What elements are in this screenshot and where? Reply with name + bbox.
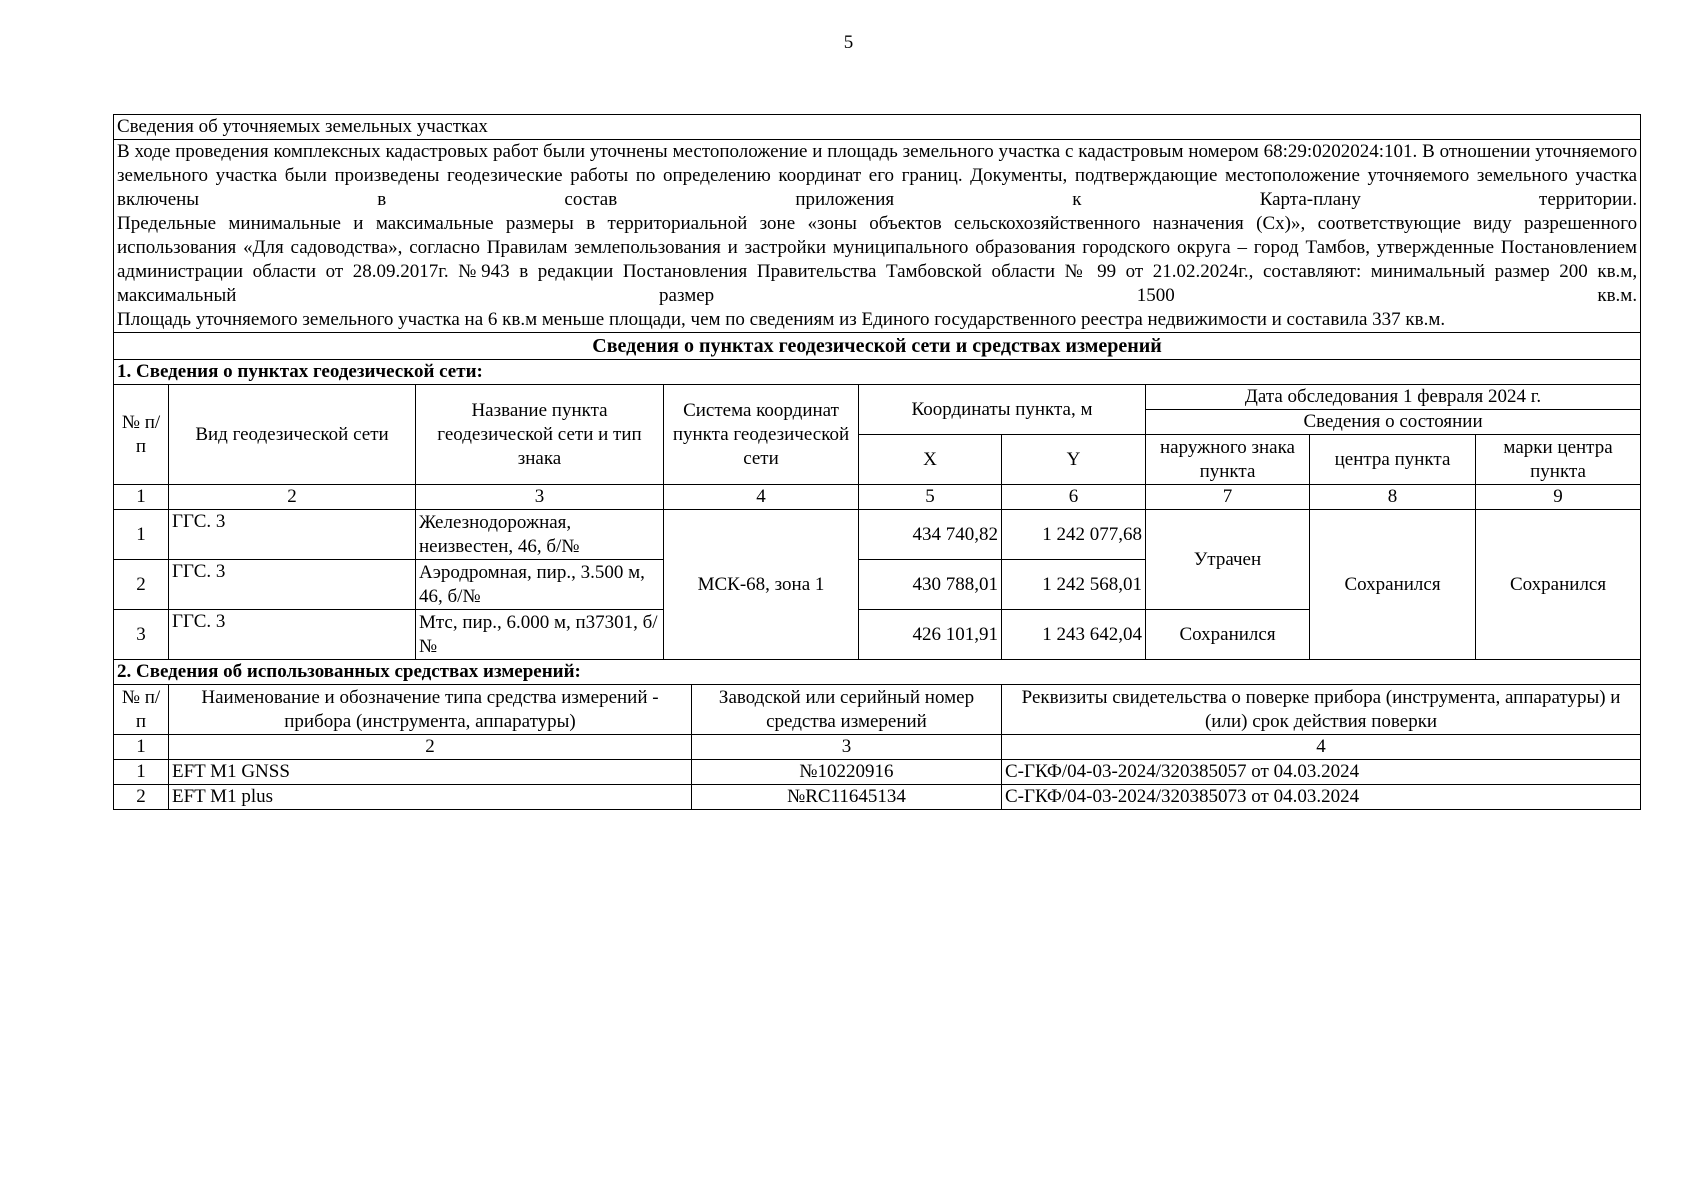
s2-colnum: 2: [169, 735, 692, 760]
s1-row-type: ГГС. 3: [169, 610, 416, 660]
s2-row-serial: №10220916: [692, 760, 1002, 785]
s1-system-value: МСК-68, зона 1: [664, 510, 859, 660]
s2-row-num: 2: [114, 785, 169, 810]
table-row: [114, 510, 1641, 560]
s1-row-x: 430 788,01: [859, 560, 1002, 610]
s2-row-cert: С-ГКФ/04-03-2024/320385057 от 04.03.2024: [1002, 760, 1641, 785]
s1-row-type: ГГС. 3: [169, 560, 416, 610]
s2-colnum: 3: [692, 735, 1002, 760]
s1-row-num: 3: [114, 610, 169, 660]
refined-section-body: [114, 140, 1641, 333]
s1-row-x: 426 101,91: [859, 610, 1002, 660]
s1-header-center-mark: марки центра пункта: [1476, 435, 1641, 485]
section1-title: 1. Сведения о пунктах геодезической сети:: [114, 360, 1641, 385]
s1-colnum: 6: [1002, 485, 1146, 510]
s1-colnum: 2: [169, 485, 416, 510]
s2-header-cert: Реквизиты свидетельства о поверке прибора (инструмента, аппаратуры) и (или) срок действия поверки: [1002, 685, 1641, 735]
s1-row-name: Железнодорожная, неизвестен, 46, б/№: [416, 510, 664, 560]
s1-row-y: 1 242 077,68: [1002, 510, 1146, 560]
s1-header-name: Название пункта геодезической сети и тип знака: [416, 385, 664, 485]
s1-header-system: Система координат пункта геодезической сети: [664, 385, 859, 485]
s1-center-value: Сохранился: [1310, 510, 1476, 660]
page-number: 5: [843, 32, 854, 53]
s2-header-name: Наименование и обозначение типа средства измерений - прибора (инструмента, аппаратуры): [169, 685, 692, 735]
refined-paragraph-1: В ходе проведения комплексных кадастровых работ были уточнены местоположение и площадь земельного участка с кадастровым номером 68:29:0202024:101. В отношении уточняемого земельного участка были произведены геодезические работы по определению координат его границ. Документы, подтверждающие местоположение уточняемого земельного участка включены в состав приложения к Карта-плану территории.: [117, 141, 1638, 210]
s1-row-num: 1: [114, 510, 169, 560]
s1-colnum: 4: [664, 485, 859, 510]
s2-colnum: 4: [1002, 735, 1641, 760]
s1-header-coords: Координаты пункта, м: [859, 385, 1146, 435]
s2-row-serial: №RC11645134: [692, 785, 1002, 810]
refined-paragraph-3: Площадь уточняемого земельного участка на 6 кв.м меньше площади, чем по сведениям из Единого государственного реестра недвижимости и составила 337 кв.м.: [117, 309, 1446, 330]
s1-header-x: X: [859, 435, 1002, 485]
s1-row-x: 434 740,82: [859, 510, 1002, 560]
s2-row-name: EFT M1 plus: [169, 785, 692, 810]
s1-colnum: 7: [1146, 485, 1310, 510]
s1-row-y: 1 243 642,04: [1002, 610, 1146, 660]
table-row: [114, 785, 1641, 810]
s1-outer-sign-merged: Утрачен: [1146, 510, 1310, 610]
s1-colnum: 8: [1310, 485, 1476, 510]
s1-row-name: Мтс, пир., 6.000 м, п37301, б/№: [416, 610, 664, 660]
s1-header-survey-date: Дата обследования 1 февраля 2024 г.: [1146, 385, 1641, 410]
s1-header-type: Вид геодезической сети: [169, 385, 416, 485]
document-table: [113, 114, 1641, 810]
s1-header-y: Y: [1002, 435, 1146, 485]
s1-colnum: 1: [114, 485, 169, 510]
s1-outer-sign-row3: Сохранился: [1146, 610, 1310, 660]
s1-header-num: № п/п: [114, 385, 169, 485]
s1-colnum: 3: [416, 485, 664, 510]
s1-row-num: 2: [114, 560, 169, 610]
geodetic-section-title: Сведения о пунктах геодезической сети и средствах измерений: [114, 333, 1641, 360]
s2-row-name: EFT M1 GNSS: [169, 760, 692, 785]
s2-colnum: 1: [114, 735, 169, 760]
s1-mark-value: Сохранился: [1476, 510, 1641, 660]
s1-row-name: Аэродромная, пир., 3.500 м, 46, б/№: [416, 560, 664, 610]
s1-header-outer-sign: наружного знака пункта: [1146, 435, 1310, 485]
refined-section-header: Сведения об уточняемых земельных участках: [114, 115, 1641, 140]
refined-paragraph-2: Предельные минимальные и максимальные размеры в территориальной зоне «зоны объектов сельскохозяйственного назначения (Сх)», соответствующие виду разрешенного использования «Для садоводства», согласно Правилам землепользования и застройки муниципального образования городского округа – город Тамбов, утвержденные Постановлением администрации области от 28.09.2017г. №943 в редакции Постановления Правительства Тамбовской области № 99 от 21.02.2024г., составляют: минимальный размер 200 кв.м, максимальный размер 1500 кв.м.: [117, 213, 1638, 306]
s2-row-num: 1: [114, 760, 169, 785]
s1-colnum: 5: [859, 485, 1002, 510]
s1-header-center: центра пункта: [1310, 435, 1476, 485]
s2-header-serial: Заводской или серийный номер средства измерений: [692, 685, 1002, 735]
s1-header-state: Сведения о состоянии: [1146, 410, 1641, 435]
table-row: [114, 760, 1641, 785]
s1-row-type: ГГС. 3: [169, 510, 416, 560]
s2-header-num: № п/п: [114, 685, 169, 735]
s1-colnum: 9: [1476, 485, 1641, 510]
s1-row-y: 1 242 568,01: [1002, 560, 1146, 610]
section2-title: 2. Сведения об использованных средствах измерений:: [114, 660, 1641, 685]
s2-row-cert: С-ГКФ/04-03-2024/320385073 от 04.03.2024: [1002, 785, 1641, 810]
